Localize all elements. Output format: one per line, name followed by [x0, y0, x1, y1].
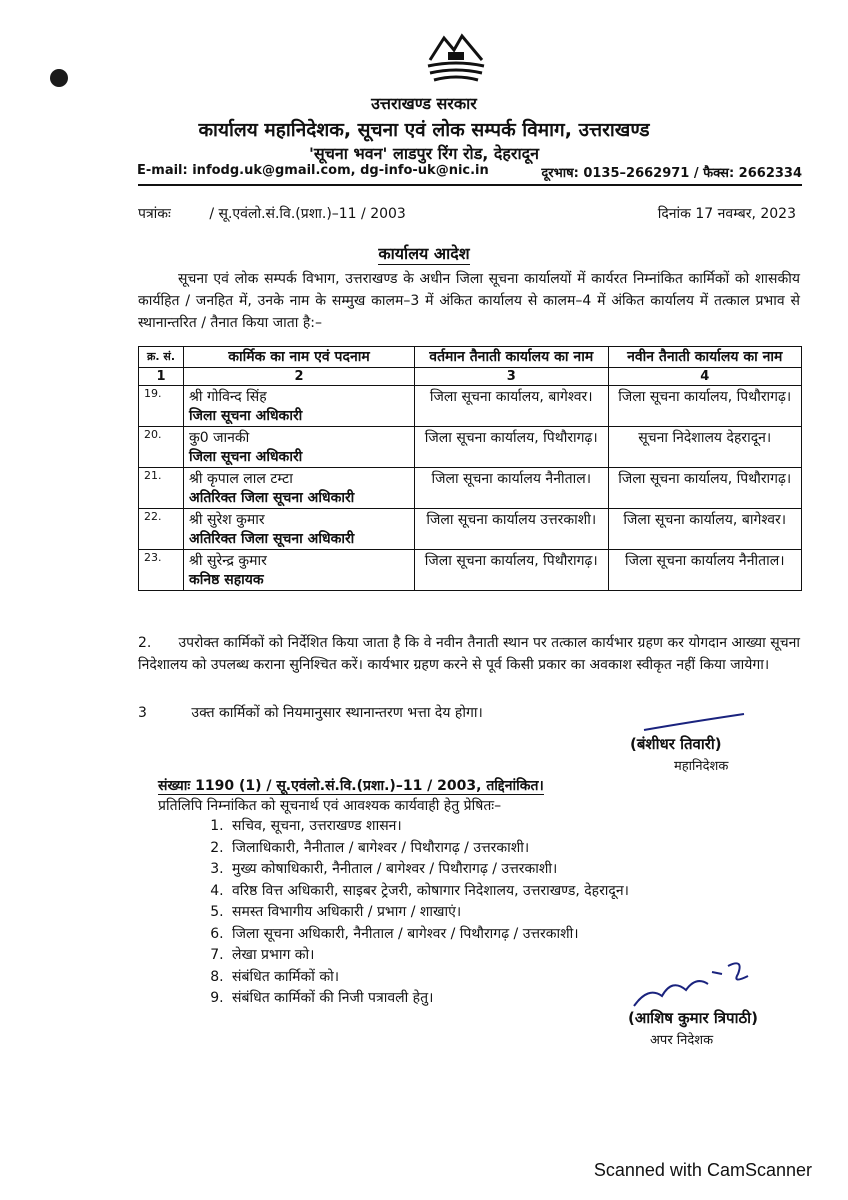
list-item: 3. मुख्य कोषाधिकारी, नैनीताल / बागेश्वर / पिथौरागढ़ / उत्तरकाशी।	[228, 859, 629, 881]
copy-number-text: संख्याः 1190 (1) / सू.एवंलो.सं.वि.(प्रशा.)–11 / 2003, तद्दिनांकित।	[158, 778, 544, 794]
row-employee	[184, 468, 415, 509]
row-serial: 21.	[139, 468, 184, 509]
reference-number	[138, 204, 406, 223]
row-employee	[184, 509, 415, 550]
table-row	[139, 386, 802, 427]
signature-mark-icon	[640, 710, 748, 734]
copy-number	[158, 776, 544, 795]
row-current-office: जिला सूचना कार्यालय, पिथौरागढ़।	[415, 427, 609, 468]
header-name: कार्मिक का नाम एवं पदनाम	[184, 347, 415, 368]
row-employee	[184, 550, 415, 591]
order-paragraph-2: 2. उपरोक्त कार्मिकों को निर्देशित किया जाता है कि वे नवीन तैनाती स्थान पर तत्काल कार्यभार ग्रहण कर योगदान आख्या सूचना निदेशालय को उपलब्ध कराना सुनिश्चित करें। कार्यभार ग्रहण करने से पूर्व किसी प्रकार का अवकाश स्वीकृत नहीं किया जायेगा।	[138, 635, 805, 673]
row-serial: 22.	[139, 509, 184, 550]
phone-contact: दूरभाष: 0135–2662971 / फैक्स: 2662334	[541, 166, 802, 181]
scanner-watermark: Scanned with CamScanner	[593, 1160, 812, 1180]
header-divider	[138, 184, 802, 186]
employee-name: श्री गोविन्द सिंह	[189, 389, 267, 405]
row-serial: 19.	[139, 386, 184, 427]
email-contact: E-mail: infodg.uk@gmail.com, dg-info-uk@nic.in	[137, 163, 489, 178]
row-serial: 23.	[139, 550, 184, 591]
punch-hole	[50, 69, 68, 87]
list-item: 4. वरिष्ठ वित्त अधिकारी, साइबर ट्रेजरी, कोषागार निदेशालय, उत्तराखण्ड, देहरादून।	[228, 881, 629, 903]
row-new-office: जिला सूचना कार्यालय, पिथौरागढ़।	[608, 468, 802, 509]
copy-recipient-list	[200, 816, 629, 1010]
table-row	[139, 427, 802, 468]
col-number-4: 4	[608, 368, 802, 386]
row-new-office: जिला सूचना कार्यालय, बागेश्वर।	[608, 509, 802, 550]
row-current-office: जिला सूचना कार्यालय, पिथौरागढ़।	[415, 550, 609, 591]
office-address: 'सूचना भवन' लाडपुर रिंग रोड, देहरादून	[309, 144, 539, 163]
row-current-office: जिला सूचना कार्यालय नैनीताल।	[415, 468, 609, 509]
header-serial: क्र. सं.	[139, 347, 184, 368]
row-employee	[184, 386, 415, 427]
row-serial: 20.	[139, 427, 184, 468]
signatory-2-name: (आशिष कुमार त्रिपाठी)	[628, 1009, 758, 1027]
letter-date: दिनांक 17 नवम्बर, 2023	[657, 206, 796, 222]
row-new-office: सूचना निदेशालय देहरादून।	[608, 427, 802, 468]
table-row	[139, 550, 802, 591]
order-title: कार्यालय आदेश	[378, 244, 470, 263]
order-paragraph-1: सूचना एवं लोक सम्पर्क विभाग, उत्तराखण्ड के अधीन जिला सूचना कार्यालयों में कार्यरत निम्नांकित कार्मिकों को शासकीय कार्यहित / जनहित में, उनके नाम के सम्मुख कालम–3 में अंकित कार्यालय से कालम–4 में अंकित कार्यालय में तत्काल प्रभाव से स्थानान्तरित / तैनात किया जाता है:–	[138, 271, 800, 331]
signature-2-mark-icon	[628, 956, 752, 1010]
employee-post: जिला सूचना अधिकारी	[189, 408, 303, 424]
employee-name: श्री सुरेन्द्र कुमार	[189, 553, 267, 569]
header-current-office: वर्तमान तैनाती कार्यालय का नाम	[415, 347, 609, 368]
employee-post: अतिरिक्त जिला सूचना अधिकारी	[189, 531, 355, 547]
employee-post: जिला सूचना अधिकारी	[189, 449, 303, 465]
list-item: 5. समस्त विभागीय अधिकारी / प्रभाग / शाखाएं।	[228, 902, 629, 924]
government-name: उत्तराखण्ड सरकार	[371, 94, 477, 113]
row-employee	[184, 427, 415, 468]
employee-post: कनिष्ठ सहायक	[189, 572, 264, 588]
reference-label: पत्रांकः	[138, 206, 171, 222]
order-paragraph-3: 3 उक्त कार्मिकों को नियमानुसार स्थानान्तरण भत्ता देय होगा।	[138, 705, 483, 721]
table-column-number-row	[139, 368, 802, 386]
copy-intro: प्रतिलिपि निम्नांकित को सूचनार्थ एवं आवश्यक कार्यवाही हेतु प्रेषितः–	[158, 798, 502, 814]
list-item: 1. सचिव, सूचना, उत्तराखण्ड शासन।	[228, 816, 629, 838]
order-heading	[0, 242, 848, 264]
col-number-3: 3	[415, 368, 609, 386]
transfer-table	[138, 346, 802, 591]
table-row	[139, 509, 802, 550]
row-new-office: जिला सूचना कार्यालय, पिथौरागढ़।	[608, 386, 802, 427]
row-current-office: जिला सूचना कार्यालय उत्तरकाशी।	[415, 509, 609, 550]
signatory-2-title: अपर निदेशक	[650, 1033, 714, 1048]
table-row	[139, 468, 802, 509]
reference-value: / सू.एवंलो.सं.वि.(प्रशा.)–11 / 2003	[209, 206, 406, 222]
employee-name: कु0 जानकी	[189, 430, 250, 446]
row-new-office: जिला सूचना कार्यालय नैनीताल।	[608, 550, 802, 591]
col-number-1: 1	[139, 368, 184, 386]
header-new-office: नवीन तैनाती कार्यालय का नाम	[608, 347, 802, 368]
col-number-2: 2	[184, 368, 415, 386]
employee-name: श्री सुरेश कुमार	[189, 512, 265, 528]
table-header-row	[139, 347, 802, 368]
list-item: 8. संबंधित कार्मिकों को।	[228, 967, 629, 989]
list-item: 7. लेखा प्रभाग को।	[228, 945, 629, 967]
employee-name: श्री कृपाल लाल टम्टा	[189, 471, 293, 487]
office-name: कार्यालय महानिदेशक, सूचना एवं लोक सम्पर्क विमाग, उत्तराखण्ड	[198, 119, 650, 141]
employee-post: अतिरिक्त जिला सूचना अधिकारी	[189, 490, 355, 506]
signatory-1-title: महानिदेशक	[674, 759, 729, 774]
list-item: 2. जिलाधिकारी, नैनीताल / बागेश्वर / पिथौरागढ़ / उत्तरकाशी।	[228, 838, 629, 860]
uttarakhand-emblem-icon	[424, 30, 488, 88]
row-current-office: जिला सूचना कार्यालय, बागेश्वर।	[415, 386, 609, 427]
list-item: 9. संबंधित कार्मिकों की निजी पत्रावली हेतु।	[228, 988, 629, 1010]
list-item: 6. जिला सूचना अधिकारी, नैनीताल / बागेश्वर / पिथौरागढ़ / उत्तरकाशी।	[228, 924, 629, 946]
signatory-1-name: (बंशीधर तिवारी)	[630, 735, 722, 753]
